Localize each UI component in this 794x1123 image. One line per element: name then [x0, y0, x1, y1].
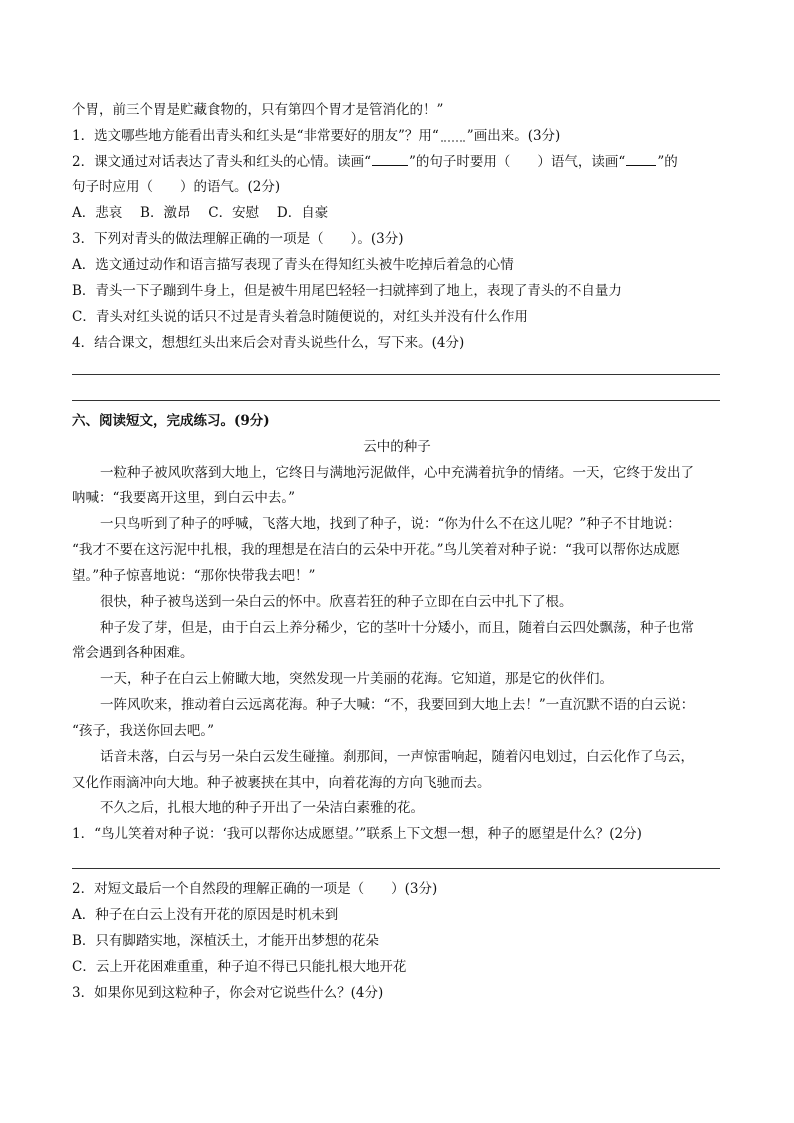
straight-underline-mark-2: [626, 153, 656, 166]
straight-underline-mark: [372, 153, 408, 166]
question-3: 3．下列对青头的做法理解正确的一项是（ ）。(3分): [72, 231, 404, 247]
wavy-underline-mark: [441, 132, 465, 142]
paragraph-6-line-1: 一阵风吹来，推动着白云远离花海。种子大喊：“不，我要回到大地上去！”一直沉默不语的白云说：: [100, 697, 695, 713]
section-6-question-3: 3．如果你见到这粒种子，你会对它说些什么？(4分): [72, 985, 384, 1001]
question-2-line2: 句子时应用（ ）的语气。(2分): [72, 179, 281, 195]
question-1-text-b: ”画出来。(3分): [466, 128, 561, 144]
paragraph-2-line-1: 一只鸟听到了种子的呼喊，飞落大地，找到了种子，说：“你为什么不在这儿呢？”种子不甘地说：: [100, 516, 681, 532]
paragraph-1-line-1: 一粒种子被风吹落到大地上，它终日与满地污泥做伴，心中充满着抗争的情绪。一天，它终于发出了: [100, 465, 694, 481]
question-3-option-b: B．青头一下子蹦到牛身上，但是被牛用尾巴轻轻一扫就摔到了地上，表现了青头的不自量力: [72, 283, 622, 299]
paragraph-1-line-2: 呐喊：“我要离开这里，到白云中去。”: [72, 490, 296, 506]
question-2-text-c: ”的: [657, 154, 678, 170]
question-4: 4．结合课文，想想红头出来后会对青头说些什么，写下来。(4分): [72, 335, 465, 351]
paragraph-7-line-1: 话音未落，白云与另一朵白云发生碰撞。刹那间，一声惊雷响起，随着闪电划过，白云化作了乌云，: [100, 749, 694, 765]
section-6-question-1: 1．“鸟儿笑着对种子说：‘我可以帮你达成愿望。’”联系上下文想一想，种子的愿望是什么？(2分): [72, 826, 642, 842]
section-6-question-2-option-b: B．只有脚踏实地，深植沃土，才能开出梦想的花朵: [72, 933, 379, 949]
paragraph-2-line-2: “我才不要在这污泥中扎根，我的理想是在洁白的云朵中开花。”鸟儿笑着对种子说：“我可以帮你达成愿: [72, 542, 680, 558]
paragraph-4-line-2: 常会遇到各种困难。: [72, 645, 194, 661]
question-3-option-a: A．选文通过动作和语言描写表现了青头在得知红头被牛吃掉后着急的心情: [72, 257, 514, 273]
passage-tail: 个胃，前三个胃是贮藏食物的，只有第四个胃才是管消化的！”: [72, 102, 444, 118]
section-6-question-2-option-c: C．云上开花困难重重，种子迫不得已只能扎根大地开花: [72, 959, 407, 975]
answer-line[interactable]: [72, 400, 720, 401]
question-3-option-c: C．青头对红头说的话只不过是青头着急时随便说的，对红头并没有什么作用: [72, 309, 528, 325]
paragraph-8: 不久之后，扎根大地的种子开出了一朵洁白素雅的花。: [100, 800, 424, 816]
question-2-text-a: 2．课文通过对话表达了青头和红头的心情。读画“: [72, 154, 371, 170]
paragraph-4-line-1: 种子发了芽，但是，由于白云上养分稀少，它的茎叶十分矮小，而且，随着白云四处飘荡，种子也常: [100, 620, 694, 636]
question-2-options: A．悲哀 B．激昂 C．安慰 D．自豪: [72, 205, 329, 221]
answer-line[interactable]: [72, 868, 720, 869]
paragraph-7-line-2: 又化作雨滴冲向大地。种子被裹挟在其中，向着花海的方向飞驰而去。: [72, 775, 491, 791]
section-6-question-2-option-a: A．种子在白云上没有开花的原因是时机未到: [72, 907, 339, 923]
paragraph-5: 一天，种子在白云上俯瞰大地，突然发现一片美丽的花海。它知道，那是它的伙伴们。: [100, 671, 613, 687]
story-title: 云中的种子: [363, 439, 431, 455]
answer-line[interactable]: [72, 374, 720, 375]
paragraph-2-line-3: 望。”种子惊喜地说：“那你快带我去吧！”: [72, 568, 316, 584]
question-1: [72, 126, 732, 146]
question-2: [72, 152, 732, 172]
paragraph-6-line-2: “孩子，我送你回去吧。”: [72, 723, 215, 739]
question-2-text-b: ”的句子时要用（ ）语气，读画“: [409, 154, 626, 170]
section-6-question-2: 2．对短文最后一个自然段的理解正确的一项是（ ）(3分): [72, 881, 438, 897]
question-1-text-a: 1．选文哪些地方能看出青头和红头是“非常要好的朋友”？用“: [72, 128, 439, 144]
paragraph-3: 很快，种子被鸟送到一朵白云的怀中。欣喜若狂的种子立即在白云中扎下了根。: [100, 594, 573, 610]
section-6-heading: 六、阅读短文，完成练习。(9分): [72, 413, 270, 429]
